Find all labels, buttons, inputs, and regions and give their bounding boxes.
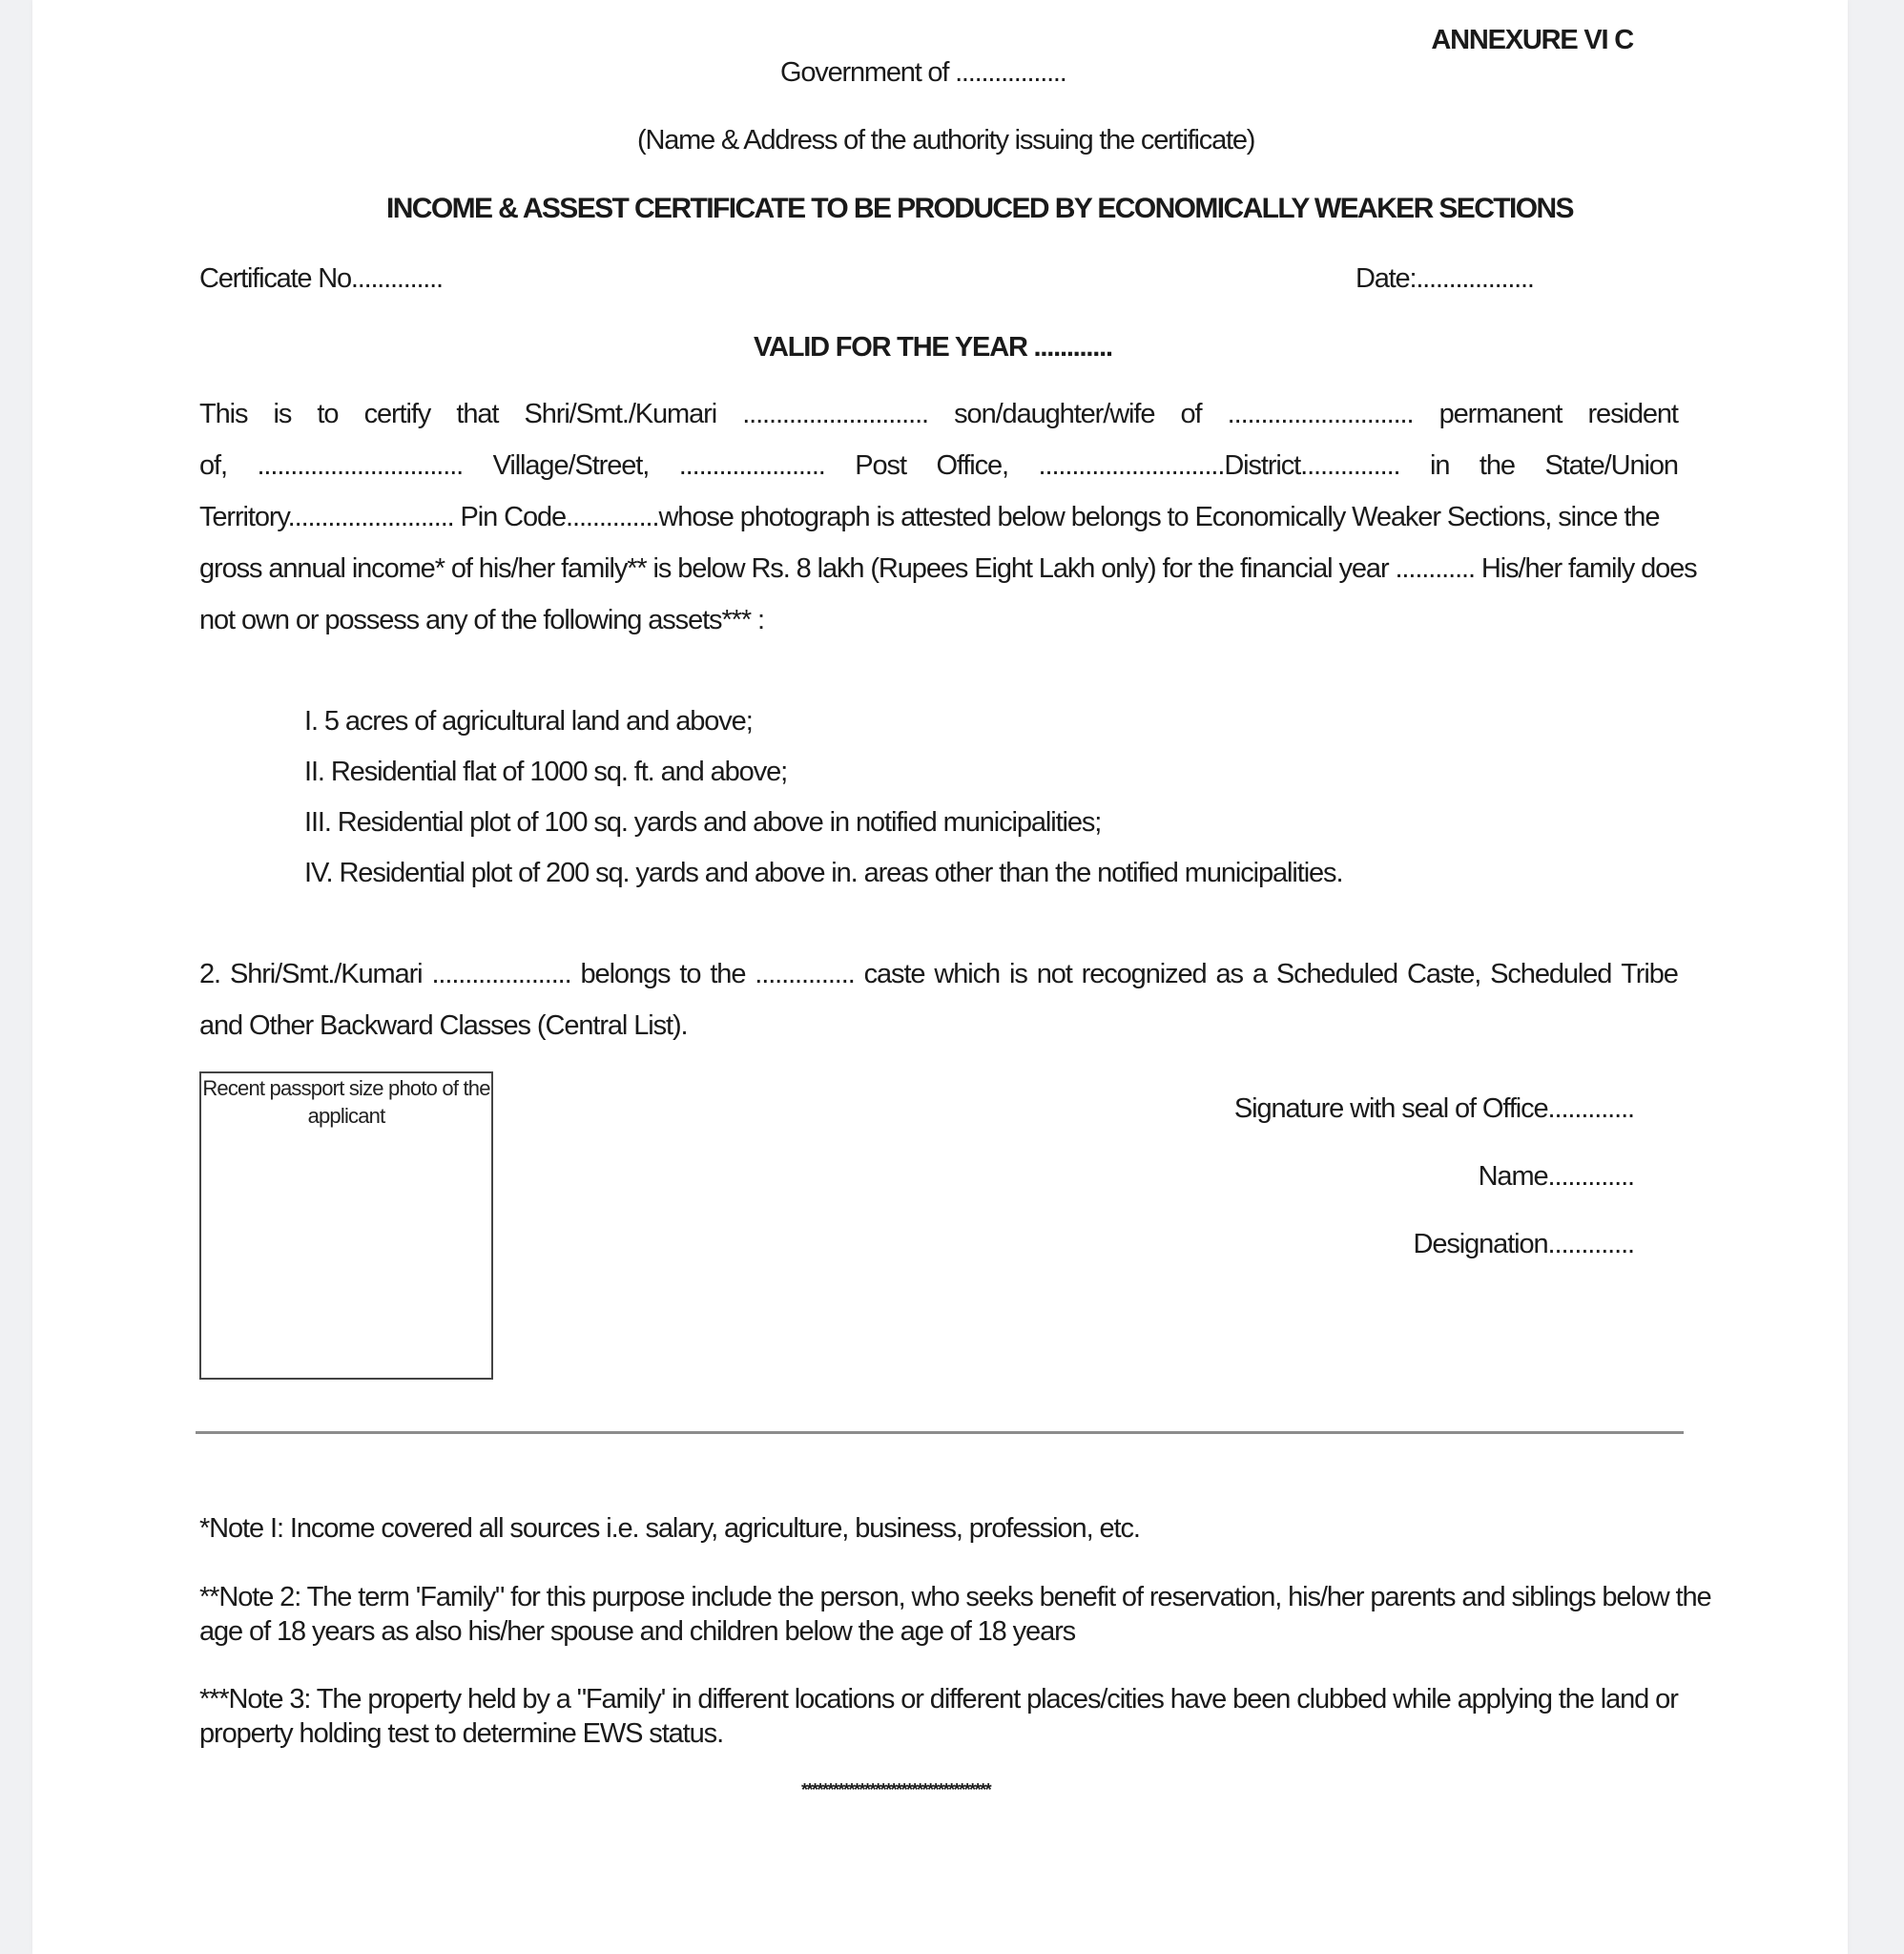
word: that bbox=[456, 399, 499, 429]
line-text: gross annual income* of his/her family** is below Rs. 8 lakh (Rupees Eight Lakh only) for the financial year ............ His/her family does bbox=[199, 553, 1697, 584]
word: Scheduled bbox=[1275, 959, 1398, 989]
word: Village/Street, bbox=[492, 450, 650, 481]
post-office-blank: ...................... bbox=[678, 450, 825, 481]
document-page bbox=[32, 0, 1848, 1954]
paragraph-line-3 bbox=[199, 499, 1678, 551]
word: a bbox=[1252, 959, 1267, 989]
note-text: **Note 2: The term 'Family" for this purpose include the person, who seeks benefit of reservation, his/her parents and siblings below the bbox=[199, 1582, 1711, 1612]
caste-blank: ............... bbox=[755, 959, 855, 989]
note-text: property holding test to determine EWS status. bbox=[199, 1718, 724, 1749]
word: Office, bbox=[936, 450, 1009, 481]
word: the bbox=[710, 959, 746, 989]
designation-field: Designation............. bbox=[1413, 1229, 1634, 1259]
parent-name-blank: ............................ bbox=[1227, 399, 1414, 429]
word: Shri/Smt./Kumari bbox=[229, 959, 423, 989]
assets-list bbox=[304, 704, 1342, 906]
applicant-name-blank: ............................ bbox=[742, 399, 928, 429]
word: is bbox=[1009, 959, 1027, 989]
note-1 bbox=[199, 1511, 1140, 1546]
village-blank: ............................... bbox=[257, 450, 464, 481]
issuing-authority-label: (Name & Address of the authority issuing the certificate) bbox=[637, 125, 1255, 156]
line-text: not own or possess any of the following assets*** : bbox=[199, 605, 764, 635]
word: which bbox=[934, 959, 1001, 989]
word: belongs bbox=[580, 959, 671, 989]
word: Tribe bbox=[1621, 959, 1678, 989]
word: of bbox=[1180, 399, 1202, 429]
asset-item: III. Residential plot of 100 sq. yards and above in notified municipalities; bbox=[304, 807, 1102, 838]
end-of-document-marker: ************************************ bbox=[801, 1780, 991, 1799]
word: This bbox=[199, 399, 248, 429]
paragraph-line-1 bbox=[199, 396, 1678, 447]
note-text: ***Note 3: The property held by a "Family' in different locations or different places/cities have been clubbed while applying the land or bbox=[199, 1684, 1678, 1715]
line-text: and Other Backward Classes (Central List). bbox=[199, 1010, 688, 1041]
note-text: age of 18 years as also his/her spouse and children below the age of 18 years bbox=[199, 1616, 1076, 1647]
note-3 bbox=[199, 1682, 1678, 1751]
paragraph-line-4 bbox=[199, 551, 1697, 602]
note-text: *Note I: Income covered all sources i.e. salary, agriculture, business, profession, etc. bbox=[199, 1513, 1140, 1544]
word: of, bbox=[199, 450, 227, 481]
word: in bbox=[1430, 450, 1450, 481]
applicant-name-blank: ..................... bbox=[431, 959, 571, 989]
paragraph-line-2 bbox=[199, 447, 1678, 499]
word: resident bbox=[1587, 399, 1678, 429]
line-text: Territory......................... Pin Code..............whose photograph is attested below belongs to Economically Weaker Sections, since the bbox=[199, 502, 1660, 532]
word: to bbox=[679, 959, 701, 989]
asset-item: II. Residential flat of 1000 sq. ft. and above; bbox=[304, 757, 788, 787]
word: is bbox=[273, 399, 292, 429]
valid-for-year: VALID FOR THE YEAR ............ bbox=[754, 332, 1112, 363]
word: Scheduled bbox=[1490, 959, 1612, 989]
annexure-label: ANNEXURE VI C bbox=[1431, 25, 1633, 55]
date-field: Date:.................. bbox=[1356, 263, 1534, 294]
paragraph-line-5 bbox=[199, 602, 1678, 654]
word: not bbox=[1036, 959, 1072, 989]
word: Post bbox=[855, 450, 906, 481]
signature-seal-field: Signature with seal of Office............. bbox=[1233, 1093, 1634, 1124]
word: caste bbox=[863, 959, 925, 989]
word: the bbox=[1479, 450, 1515, 481]
caste-line-2 bbox=[199, 1008, 1678, 1059]
word: State/Union bbox=[1544, 450, 1678, 481]
photo-box-label: Recent passport size photo of the applicant bbox=[202, 1076, 490, 1128]
word: son/daughter/wife bbox=[954, 399, 1155, 429]
certification-paragraph bbox=[199, 396, 1697, 654]
signatory-name-field: Name............. bbox=[1478, 1161, 1634, 1192]
certificate-number-field: Certificate No.............. bbox=[199, 263, 443, 294]
word: permanent bbox=[1438, 399, 1563, 429]
government-of-field: Government of ................. bbox=[780, 57, 1066, 88]
word: Caste, bbox=[1406, 959, 1481, 989]
word: as bbox=[1215, 959, 1243, 989]
word: Shri/Smt./Kumari bbox=[524, 399, 717, 429]
district-blank: ............................District............... bbox=[1038, 450, 1400, 481]
caste-line-1 bbox=[199, 956, 1678, 1008]
caste-paragraph bbox=[199, 956, 1678, 1059]
word: to bbox=[317, 399, 339, 429]
word: certify bbox=[363, 399, 431, 429]
note-2 bbox=[199, 1580, 1711, 1649]
certificate-title: INCOME & ASSEST CERTIFICATE TO BE PRODUCED BY ECONOMICALLY WEAKER SECTIONS bbox=[386, 193, 1573, 224]
horizontal-divider bbox=[196, 1431, 1684, 1434]
word: 2. bbox=[199, 959, 220, 989]
asset-item: IV. Residential plot of 200 sq. yards and above in. areas other than the notified municipalities. bbox=[304, 858, 1343, 888]
passport-photo-box bbox=[199, 1071, 493, 1380]
word: recognized bbox=[1081, 959, 1207, 989]
asset-item: I. 5 acres of agricultural land and above; bbox=[304, 706, 753, 737]
